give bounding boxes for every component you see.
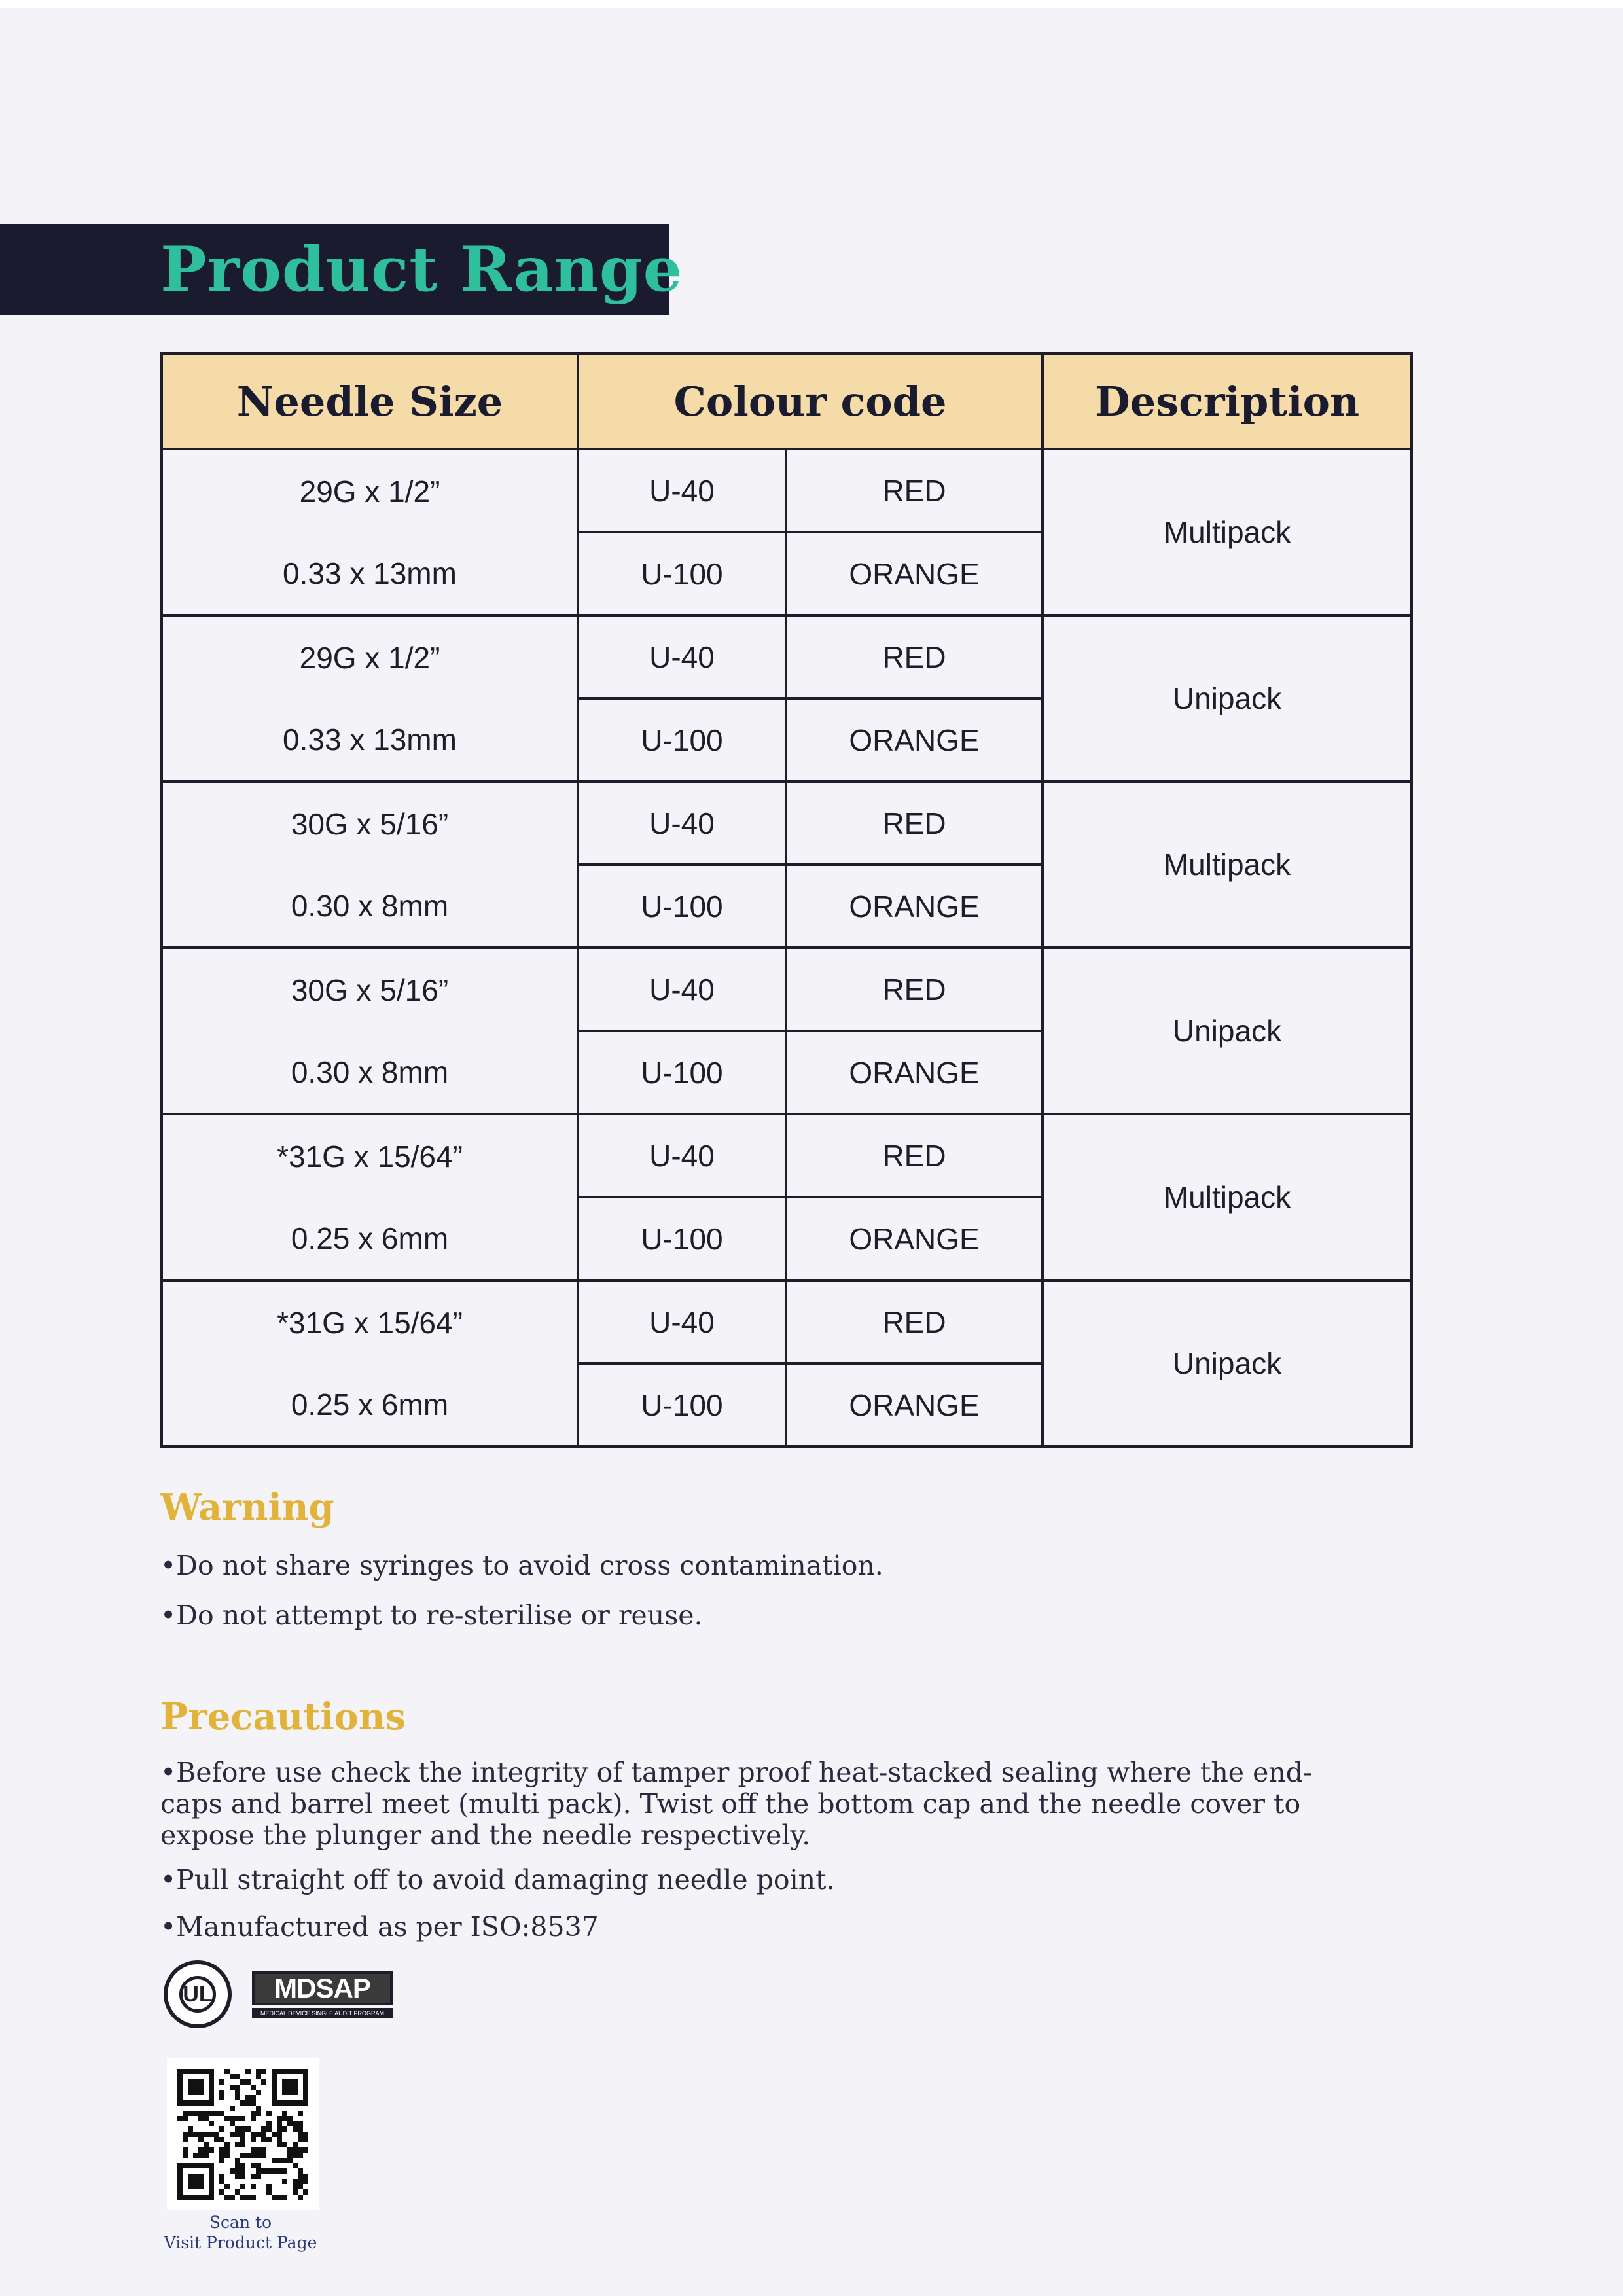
needle-size-cell (162, 781, 578, 948)
description-cell: Unipack (1043, 615, 1412, 781)
product-range-table (160, 352, 1413, 1448)
needle-size-cell (162, 948, 578, 1114)
colour-red-swatch: RED (786, 615, 1043, 698)
qr-code[interactable] (167, 2058, 319, 2210)
description-cell: Multipack (1043, 781, 1412, 948)
colour-red-swatch: RED (786, 1114, 1043, 1197)
table-row (162, 1280, 1412, 1363)
table-header-row (162, 353, 1412, 449)
unit-u100: U-100 (578, 1363, 786, 1446)
description-cell: Unipack (1043, 948, 1412, 1114)
unit-u100: U-100 (578, 532, 786, 615)
needle-gauge: 30G x 5/16” (291, 806, 449, 841)
header-needle-size: Needle Size (162, 353, 578, 449)
table-row (162, 948, 1412, 1031)
unit-u100: U-100 (578, 1031, 786, 1114)
needle-gauge: *31G x 15/64” (277, 1139, 463, 1174)
description-cell: Unipack (1043, 1280, 1412, 1446)
colour-red-swatch: RED (786, 449, 1043, 532)
warning-heading: Warning (160, 1486, 334, 1529)
needle-metric: 0.33 x 13mm (283, 556, 457, 590)
qr-caption (147, 2212, 334, 2253)
warning-item: •Do not share syringes to avoid cross contamination. (160, 1550, 883, 1581)
qr-code-icon (167, 2058, 319, 2210)
colour-orange-swatch: ORANGE (786, 1197, 1043, 1280)
precaution-item: •Before use check the integrity of tamper proof heat-stacked sealing where the end-caps and barrel meet (multi pack). Twist off the bottom cap and the needle cover to expose the plunger and the needle respectively. (160, 1757, 1312, 1851)
colour-orange-swatch: ORANGE (786, 532, 1043, 615)
table-row (162, 1114, 1412, 1197)
table-row (162, 449, 1412, 532)
unit-u40: U-40 (578, 781, 786, 865)
needle-size-cell (162, 615, 578, 781)
unit-u100: U-100 (578, 865, 786, 948)
needle-metric: 0.30 x 8mm (291, 1054, 449, 1089)
ul-logo (164, 1960, 232, 2028)
precaution-item: •Manufactured as per ISO:8537 (160, 1911, 599, 1943)
table-row (162, 781, 1412, 865)
needle-gauge: 29G x 1/2” (299, 474, 440, 509)
colour-orange-swatch: ORANGE (786, 698, 1043, 781)
colour-orange-swatch: ORANGE (786, 865, 1043, 948)
unit-u40: U-40 (578, 449, 786, 532)
colour-orange-swatch: ORANGE (786, 1031, 1043, 1114)
needle-gauge: *31G x 15/64” (277, 1305, 463, 1340)
needle-size-cell (162, 1114, 578, 1280)
description-cell: Multipack (1043, 1114, 1412, 1280)
unit-u100: U-100 (578, 1197, 786, 1280)
needle-size-cell (162, 1280, 578, 1446)
qr-caption-line2: Visit Product Page (164, 2233, 317, 2252)
precaution-item: •Pull straight off to avoid damaging needle point. (160, 1864, 835, 1895)
needle-size-cell (162, 449, 578, 615)
colour-red-swatch: RED (786, 948, 1043, 1031)
description-cell: Multipack (1043, 449, 1412, 615)
top-strip (0, 0, 1623, 8)
colour-orange-swatch: ORANGE (786, 1363, 1043, 1446)
needle-metric: 0.25 x 6mm (291, 1221, 449, 1255)
unit-u40: U-40 (578, 948, 786, 1031)
header-description: Description (1043, 353, 1412, 449)
needle-gauge: 30G x 5/16” (291, 973, 449, 1007)
colour-red-swatch: RED (786, 781, 1043, 865)
unit-u40: U-40 (578, 1280, 786, 1363)
needle-metric: 0.30 x 8mm (291, 888, 449, 923)
needle-gauge: 29G x 1/2” (299, 640, 440, 675)
mdsap-logo-subtitle: MEDICAL DEVICE SINGLE AUDIT PROGRAM (252, 2008, 393, 2018)
mdsap-logo: MDSAP (252, 1971, 393, 2005)
unit-u40: U-40 (578, 615, 786, 698)
unit-u40: U-40 (578, 1114, 786, 1197)
page-title: Product Range (160, 234, 683, 306)
qr-caption-line1: Scan to (209, 2213, 272, 2232)
unit-u100: U-100 (578, 698, 786, 781)
needle-metric: 0.33 x 13mm (283, 722, 457, 757)
header-colour-code: Colour code (578, 353, 1043, 449)
table-row (162, 615, 1412, 698)
ul-logo-text: UL (179, 1976, 216, 2013)
precautions-heading: Precautions (160, 1695, 406, 1738)
warning-item: •Do not attempt to re-sterilise or reuse. (160, 1600, 703, 1631)
colour-red-swatch: RED (786, 1280, 1043, 1363)
needle-metric: 0.25 x 6mm (291, 1387, 449, 1422)
